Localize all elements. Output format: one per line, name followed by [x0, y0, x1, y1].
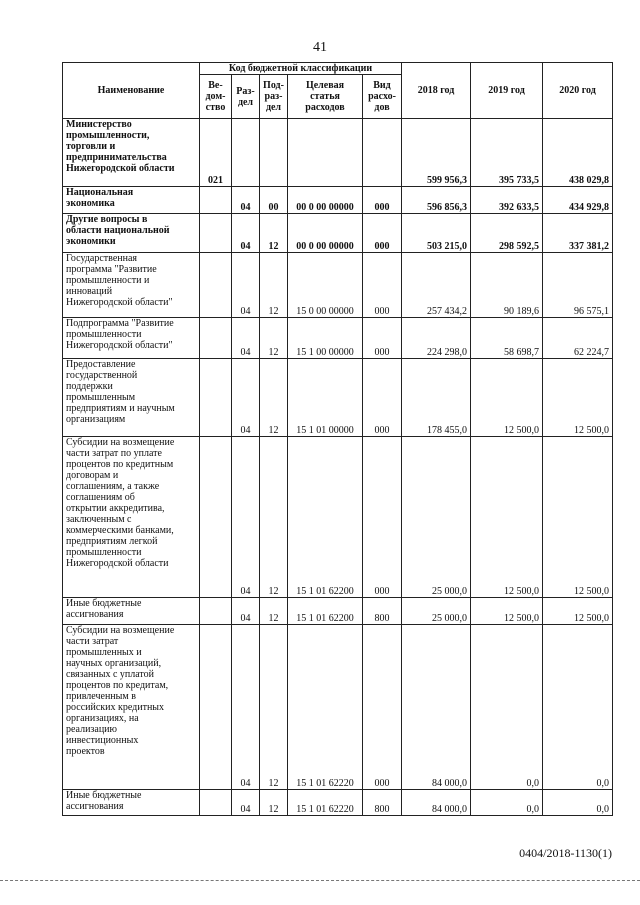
row-target: 00 0 00 00000 — [288, 214, 363, 253]
row-name: Иные бюджетные ассигнования — [63, 598, 200, 625]
table-row — [63, 598, 613, 625]
row-2020: 12 500,0 — [543, 437, 613, 598]
row-target: 15 1 00 00000 — [288, 318, 363, 359]
row-2018: 84 000,0 — [402, 790, 471, 816]
row-2018: 25 000,0 — [402, 598, 471, 625]
table-row — [63, 790, 613, 816]
row-target: 00 0 00 00000 — [288, 187, 363, 214]
row-target: 15 1 01 62200 — [288, 437, 363, 598]
row-2019: 0,0 — [471, 625, 543, 790]
row-razdel: 04 — [232, 790, 260, 816]
table-row — [63, 214, 613, 253]
row-2019: 298 592,5 — [471, 214, 543, 253]
row-2018: 224 298,0 — [402, 318, 471, 359]
row-target: 15 0 00 00000 — [288, 253, 363, 318]
row-razdel: 04 — [232, 187, 260, 214]
row-razdel: 04 — [232, 359, 260, 437]
row-podrazdel: 12 — [260, 625, 288, 790]
row-podrazdel: 12 — [260, 359, 288, 437]
row-2018: 257 434,2 — [402, 253, 471, 318]
row-ved — [200, 318, 232, 359]
row-target — [288, 119, 363, 187]
row-name: Национальная экономика — [63, 187, 200, 214]
row-2018: 84 000,0 — [402, 625, 471, 790]
row-ved — [200, 437, 232, 598]
row-razdel: 04 — [232, 318, 260, 359]
row-vid: 000 — [363, 437, 402, 598]
row-2019: 58 698,7 — [471, 318, 543, 359]
row-podrazdel: 12 — [260, 253, 288, 318]
table-row — [63, 437, 613, 598]
row-2020: 0,0 — [543, 790, 613, 816]
table-row — [63, 318, 613, 359]
row-ved — [200, 625, 232, 790]
row-2018: 25 000,0 — [402, 437, 471, 598]
header-year-2018: 2018 год — [402, 63, 471, 119]
row-2019: 12 500,0 — [471, 359, 543, 437]
row-vid: 000 — [363, 318, 402, 359]
row-name: Иные бюджетные ассигнования — [63, 790, 200, 816]
row-ved — [200, 598, 232, 625]
row-2019: 12 500,0 — [471, 598, 543, 625]
row-ved — [200, 214, 232, 253]
row-2018: 503 215,0 — [402, 214, 471, 253]
row-2019: 90 189,6 — [471, 253, 543, 318]
row-ved — [200, 359, 232, 437]
row-vid: 000 — [363, 359, 402, 437]
row-vid: 000 — [363, 625, 402, 790]
header-name: Наименование — [63, 63, 200, 119]
row-name: Предоставление государственной поддержки промышленным предприятиям и научным организациям — [63, 359, 200, 437]
row-razdel: 04 — [232, 437, 260, 598]
row-2020: 0,0 — [543, 625, 613, 790]
row-vid: 000 — [363, 187, 402, 214]
row-ved — [200, 187, 232, 214]
row-name: Субсидии на возмещение части затрат промышленных и научных организаций, связанных с уплатой процентов по кредитам, привлеченным в российских кредитных организациях, на реализацию инвестиционных проектов — [63, 625, 200, 790]
row-vid: 800 — [363, 598, 402, 625]
page-edge-rule — [0, 880, 640, 881]
row-2019: 392 633,5 — [471, 187, 543, 214]
row-name: Государственная программа "Развитие промышленности и инноваций Нижегородской области" — [63, 253, 200, 318]
row-2020: 337 381,2 — [543, 214, 613, 253]
header-vedomstvo: Ве- дом- ство — [200, 75, 232, 119]
row-2018: 178 455,0 — [402, 359, 471, 437]
row-razdel: 04 — [232, 598, 260, 625]
document-code: 0404/2018-1130(1) — [519, 846, 612, 860]
row-2020: 96 575,1 — [543, 253, 613, 318]
row-2020: 62 224,7 — [543, 318, 613, 359]
row-podrazdel: 00 — [260, 187, 288, 214]
row-2020: 434 929,8 — [543, 187, 613, 214]
row-target: 15 1 01 62220 — [288, 625, 363, 790]
row-razdel: 04 — [232, 214, 260, 253]
row-2018: 599 956,3 — [402, 119, 471, 187]
row-name: Подпрограмма "Развитие промышленности Нижегородской области" — [63, 318, 200, 359]
row-razdel: 04 — [232, 253, 260, 318]
row-ved — [200, 790, 232, 816]
table-row — [63, 359, 613, 437]
row-name: Министерство промышленности, торговли и предпринимательства Нижегородской области — [63, 119, 200, 187]
row-podrazdel: 12 — [260, 598, 288, 625]
row-name: Другие вопросы в области национальной экономики — [63, 214, 200, 253]
row-2020: 12 500,0 — [543, 359, 613, 437]
header-razdel: Раз- дел — [232, 75, 260, 119]
table-row — [63, 253, 613, 318]
header-year-2019: 2019 год — [471, 63, 543, 119]
row-2019: 395 733,5 — [471, 119, 543, 187]
row-podrazdel: 12 — [260, 437, 288, 598]
table-row — [63, 187, 613, 214]
row-vid: 800 — [363, 790, 402, 816]
row-2020: 438 029,8 — [543, 119, 613, 187]
table-row — [63, 119, 613, 187]
row-vid: 000 — [363, 253, 402, 318]
header-podrazdel: Под- раз- дел — [260, 75, 288, 119]
header-year-2020: 2020 год — [543, 63, 613, 119]
row-2019: 0,0 — [471, 790, 543, 816]
row-2018: 596 856,3 — [402, 187, 471, 214]
row-name: Субсидии на возмещение части затрат по уплате процентов по кредитным договорам и соглашениям, а также соглашениям об открытии аккредитива, заключенным с коммерческими банками, предприятиям легкой промышленности Нижегородской области — [63, 437, 200, 598]
row-podrazdel — [260, 119, 288, 187]
row-razdel: 04 — [232, 625, 260, 790]
row-target: 15 1 01 62200 — [288, 598, 363, 625]
page-number: 41 — [313, 40, 327, 55]
row-podrazdel: 12 — [260, 790, 288, 816]
header-expense-type: Вид расхо- дов — [363, 75, 402, 119]
row-podrazdel: 12 — [260, 214, 288, 253]
row-razdel — [232, 119, 260, 187]
row-ved: 021 — [200, 119, 232, 187]
row-2020: 12 500,0 — [543, 598, 613, 625]
budget-table — [62, 62, 613, 816]
row-target: 15 1 01 00000 — [288, 359, 363, 437]
row-vid — [363, 119, 402, 187]
row-vid: 000 — [363, 214, 402, 253]
row-target: 15 1 01 62220 — [288, 790, 363, 816]
row-podrazdel: 12 — [260, 318, 288, 359]
header-target-article: Целевая статья расходов — [288, 75, 363, 119]
header-classification-code: Код бюджетной классификации — [200, 63, 402, 75]
table-row — [63, 625, 613, 790]
row-2019: 12 500,0 — [471, 437, 543, 598]
row-ved — [200, 253, 232, 318]
